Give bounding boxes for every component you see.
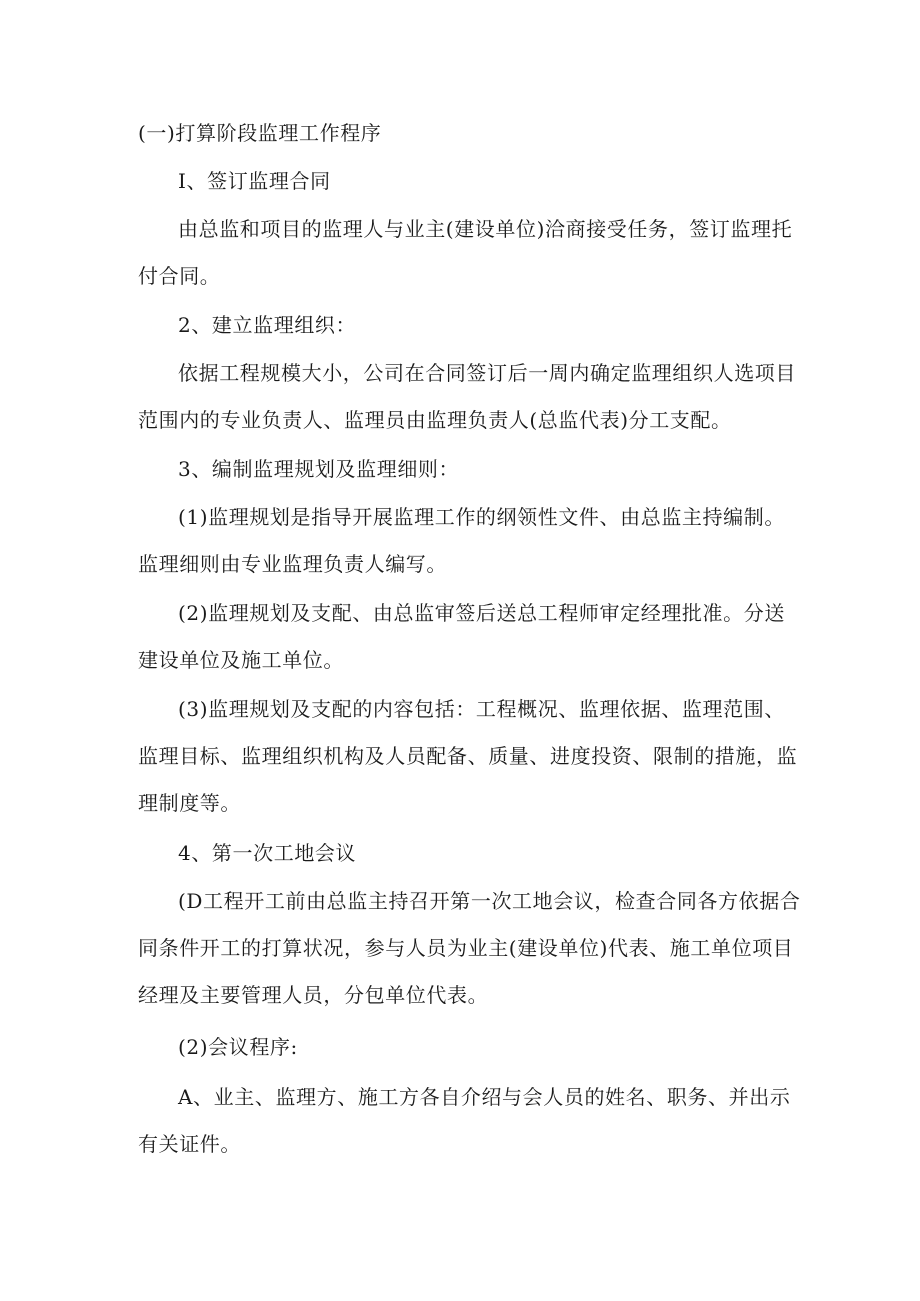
section1-title: I、签订监理合同 <box>178 169 331 193</box>
section4-item-2: (2)会议程序: <box>178 1035 298 1059</box>
section2-title: 2、建立监理组织： <box>178 313 357 337</box>
section2-body: 依据工程规模大小，公司在合同签订后一周内确定监理组织人选项目 范围内的专业负责人、监理员由监理负责人(总监代表)分工支配。 <box>138 361 796 432</box>
section4-item-1: (D工程开工前由总监主持召开第一次工地会议，检查合同各方依据合 同条件开工的打算状况，参与人员为业主(建设单位)代表、施工单位项目 经理及主要管理人员，分包单位代表。 <box>138 889 801 1007</box>
section3-item-2: (2)监理规划及支配、由总监审签后送总工程师审定经理批准。分送 建设单位及施工单位。 <box>138 601 785 672</box>
section3-item-1: (1)监理规划是指导开展监理工作的纲领性文件、由总监主持编制。 监理细则由专业监理负责人编写。 <box>138 505 785 576</box>
section3-title: 3、编制监理规划及监理细则： <box>178 457 460 481</box>
section4-item-2-a: A、业主、监理方、施工方各自介绍与会人员的姓名、职务、并出示 有关证件。 <box>138 1085 791 1156</box>
section1-body: 由总监和项目的监理人与业主(建设单位)洽商接受任务，签订监理托 付合同。 <box>138 217 793 288</box>
section4-title: 4、第一次工地会议 <box>178 841 357 865</box>
section3-item-3: (3)监理规划及支配的内容包括：工程概况、监理依据、监理范围、 监理目标、监理组织机构及人员配备、质量、进度投资、限制的措施，监 理制度等。 <box>138 697 798 815</box>
section-heading: (一)打算阶段监理工作程序 <box>138 121 382 145</box>
